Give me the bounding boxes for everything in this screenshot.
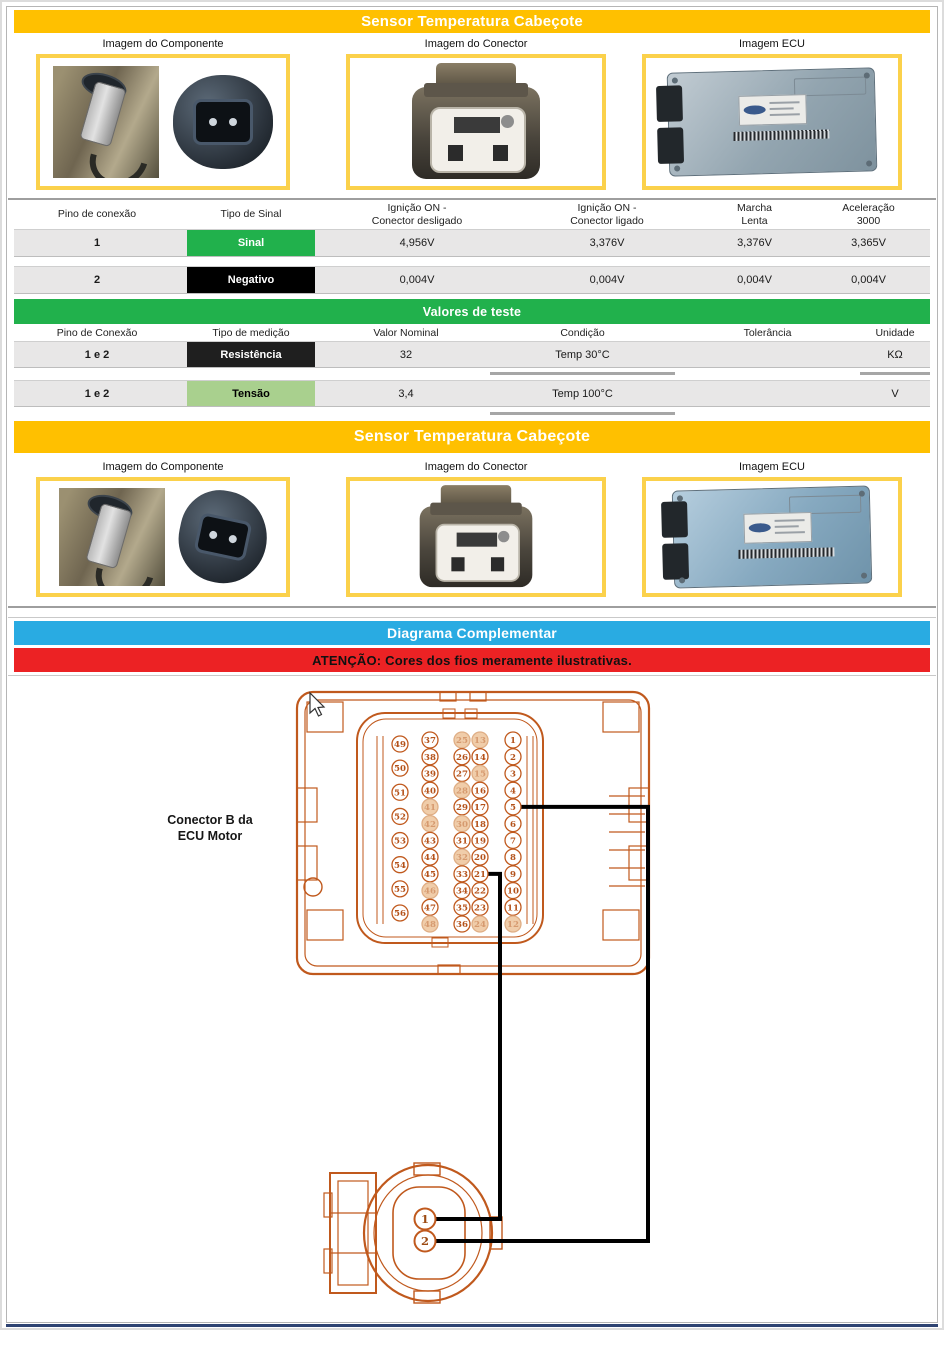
ecu-pin-51-label: 51 <box>394 788 406 799</box>
ecu-pin-21-label: 21 <box>474 869 486 880</box>
measure-type-cell: Tensão <box>187 381 315 406</box>
ecu-pin-5-label: 5 <box>510 803 516 814</box>
sensor-pin-1-label: 1 <box>420 1212 430 1226</box>
ecu-pin-11-label: 11 <box>507 903 519 914</box>
value-cell: 0,004V <box>851 274 886 286</box>
ecu-pin-26-label: 26 <box>456 752 468 763</box>
test-table-row <box>14 380 930 407</box>
ecu-photo <box>667 67 878 176</box>
ecu-pin-9-label: 9 <box>510 869 516 880</box>
section1-title-band <box>14 10 930 33</box>
cell-border-artifact <box>490 372 675 375</box>
signal-table-header: Pino de conexão Tipo de Sinal Ignição ON - Conector desligado Ignição ON - Conector ligado Marcha Lenta Aceleração 3000 <box>57 201 895 227</box>
ecu-pin-27-label: 27 <box>456 769 468 780</box>
signal-table-row <box>14 266 930 294</box>
connector-photo-box <box>346 54 606 190</box>
footer-rule <box>6 1324 938 1327</box>
ecu-pin-33-label: 33 <box>456 869 468 880</box>
component-photo-box <box>36 54 290 190</box>
image-label-ecu: Imagem ECU <box>738 461 806 473</box>
ecu-pin-20-label: 20 <box>474 853 486 864</box>
component-photo-box <box>36 477 290 597</box>
ecu-pin-32-label: 32 <box>456 853 468 864</box>
section-divider <box>8 617 936 618</box>
diagram-title: Diagrama Complementar <box>387 625 557 641</box>
component-installed-photo <box>53 66 159 178</box>
ecu-photo <box>672 485 872 588</box>
ecu-pin-41-label: 41 <box>424 803 436 814</box>
diagram-warning: ATENÇÃO: Cores dos fios meramente ilustrativas. <box>312 652 632 668</box>
signal-type-cell: Negativo <box>187 267 315 293</box>
ecu-pin-18-label: 18 <box>474 819 486 830</box>
ecu-pin-3-label: 3 <box>510 769 516 780</box>
ecu-photo-box <box>642 54 902 190</box>
ecu-pin-45-label: 45 <box>424 869 436 880</box>
ecu-pin-42-label: 42 <box>424 819 436 830</box>
pin-cell: 1 e 2 <box>84 387 110 400</box>
pin-cell: 1 e 2 <box>84 348 110 361</box>
unit-cell: KΩ <box>887 348 903 361</box>
connector-photo-box <box>346 477 606 597</box>
value-cell: 0,004V <box>399 274 435 286</box>
section-divider <box>8 198 936 200</box>
ecu-pin-7-label: 7 <box>510 836 516 847</box>
ecu-pin-36-label: 36 <box>456 920 468 931</box>
ecu-pin-30-label: 30 <box>456 819 468 830</box>
ecu-pin-23-label: 23 <box>474 903 486 914</box>
test-values-title-band <box>14 299 930 324</box>
ecu-pin-44-label: 44 <box>424 853 436 864</box>
ecu-pin-15-label: 15 <box>474 769 486 780</box>
ecu-pin-40-label: 40 <box>424 786 436 797</box>
ecu-pin-13-label: 13 <box>474 736 486 747</box>
value-cell: 0,004V <box>737 274 772 286</box>
ecu-pin-28-label: 28 <box>456 786 468 797</box>
ecu-pin-1-label: 1 <box>510 736 516 747</box>
section-divider <box>8 606 936 608</box>
ecu-pin-43-label: 43 <box>424 836 436 847</box>
test-table-row <box>14 341 930 368</box>
wiring-diagram <box>8 676 936 1322</box>
section2-title-band <box>14 421 930 453</box>
ecu-pin-48-label: 48 <box>424 920 436 931</box>
ecu-photo-box <box>642 477 902 597</box>
sensor-connector-outline <box>324 1163 502 1303</box>
pin-cell: 1 <box>93 237 101 249</box>
ecu-pin-31-label: 31 <box>456 836 468 847</box>
mouse-cursor-icon <box>310 693 324 716</box>
ecu-pin-8-label: 8 <box>510 853 516 864</box>
ecu-pin-55-label: 55 <box>394 884 406 895</box>
ecu-pin-10-label: 10 <box>507 886 519 897</box>
nominal-cell: 3,4 <box>398 387 414 400</box>
component-face-photo <box>170 483 275 591</box>
ecu-pin-25-label: 25 <box>456 736 468 747</box>
ecu-pin-2-label: 2 <box>510 752 516 763</box>
ecu-pin-4-label: 4 <box>510 786 516 797</box>
sensor-pins <box>415 1209 436 1252</box>
image-label-connector: Imagem do Conector <box>424 461 528 473</box>
condition-cell: Temp 30°C <box>555 348 610 361</box>
signal-table-row <box>14 229 930 257</box>
ecu-pin-46-label: 46 <box>424 886 436 897</box>
image-label-connector: Imagem do Conector <box>424 38 528 50</box>
ecu-pin-24-label: 24 <box>474 920 486 931</box>
value-cell: 3,376V <box>589 237 625 249</box>
ecu-pin-53-label: 53 <box>394 836 406 847</box>
ecu-pin-6-label: 6 <box>510 819 516 830</box>
ecu-pin-35-label: 35 <box>456 903 468 914</box>
connector-photo <box>404 485 548 589</box>
ecu-pin-39-label: 39 <box>424 769 436 780</box>
diagram-title-band <box>14 621 930 645</box>
ecu-pin-52-label: 52 <box>394 812 406 823</box>
ecu-pin-29-label: 29 <box>456 803 468 814</box>
condition-cell: Temp 100°C <box>552 387 613 400</box>
component-installed-photo <box>59 488 165 586</box>
ecu-pin-54-label: 54 <box>394 860 406 871</box>
measure-type-cell: Resistência <box>187 342 315 367</box>
ecu-pin-19-label: 19 <box>474 836 486 847</box>
image-label-component: Imagem do Componente <box>102 461 224 473</box>
ecu-pin-47-label: 47 <box>424 903 436 914</box>
ecu-connector-label: Conector B da ECU Motor <box>167 813 253 844</box>
ecu-pin-12-label: 12 <box>507 920 519 931</box>
cell-border-artifact <box>860 372 930 375</box>
cell-border-artifact <box>490 412 675 415</box>
ecu-pin-34-label: 34 <box>456 886 468 897</box>
ecu-pin-17-label: 17 <box>474 803 486 814</box>
section1-title: Sensor Temperatura Cabeçote <box>361 13 583 30</box>
test-values-title: Valores de teste <box>422 304 522 319</box>
image-label-ecu: Imagem ECU <box>738 38 806 50</box>
connector-photo <box>394 63 558 181</box>
ecu-pin-22-label: 22 <box>474 886 486 897</box>
unit-cell: V <box>891 387 899 400</box>
value-cell: 0,004V <box>589 274 625 286</box>
ecu-connector-outline <box>297 692 649 974</box>
ecu-pin-16-label: 16 <box>474 786 486 797</box>
component-face-photo <box>173 75 273 169</box>
test-table-header: Pino de Conexão Tipo de medição Valor Nominal Condição Tolerância Unidade <box>56 327 915 340</box>
ecu-pin-38-label: 38 <box>424 752 436 763</box>
image-label-component: Imagem do Componente <box>102 38 224 50</box>
pin-cell: 2 <box>93 274 101 286</box>
section2-title: Sensor Temperatura Cabeçote <box>353 428 591 445</box>
value-cell: 4,956V <box>399 237 435 249</box>
signal-type-cell: Sinal <box>187 230 315 256</box>
sensor-pin-2-label: 2 <box>420 1234 430 1248</box>
value-cell: 3,376V <box>737 237 772 249</box>
ecu-pin-14-label: 14 <box>474 752 486 763</box>
ecu-pin-37-label: 37 <box>424 736 436 747</box>
value-cell: 3,365V <box>851 237 886 249</box>
nominal-cell: 32 <box>399 348 413 361</box>
ecu-pin-56-label: 56 <box>394 909 406 920</box>
ecu-pin-49-label: 49 <box>394 740 406 751</box>
diagram-warning-band <box>14 648 930 672</box>
ecu-pin-50-label: 50 <box>394 764 406 775</box>
